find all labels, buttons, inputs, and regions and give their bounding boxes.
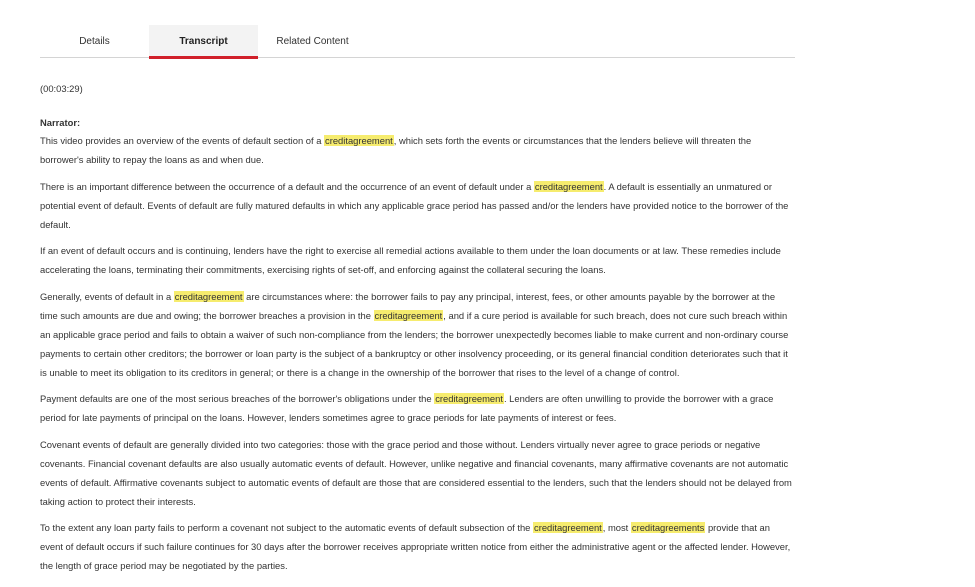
transcript-text: . A default is essentially an unmatured or potential event of default. Events of default are fully matured defaults in which any applicable grace period has passed and/or the lenders have provided notice to the borrower of the default. <box>40 180 789 230</box>
transcript-text: , and if a cure period is available for such breach, does not cure such breach within an applicable grace period and fails to obtain a waiver of such non-compliance from the lenders; the borrower unexpectedly becomes liable to make current and non-ordinary course payments to certain other creditors; the borrower or loan party is the subject of a bankruptcy or other insolvency proceeding, or its general financial condition deteriorates such that it is unable to meet its obligation to its creditors in general; or there is a change in the ownership of the borrower that rises to the level of a change of control. <box>40 309 789 378</box>
transcript-text: If an event of default occurs and is continuing, lenders have the right to exercise all remedial actions available to them under the loan documents or at law. These remedies include accelerating the loans, terminating their commitments, exercising rights of set-off, and enforcing against the collateral securing the loans. <box>40 245 781 275</box>
search-highlight: creditagreement <box>325 135 393 146</box>
transcript-text: Payment defaults are one of the most serious breaches of the borrower's obligations under the <box>40 393 435 404</box>
search-highlight: creditagreements <box>631 522 705 533</box>
transcript-body <box>40 131 795 575</box>
transcript-text: Generally, events of default in a <box>40 290 174 302</box>
search-highlight: creditagreement <box>534 522 602 533</box>
tab-transcript[interactable]: Transcript <box>149 25 258 57</box>
transcript-paragraph <box>40 287 795 382</box>
transcript-text: To the extent any loan party fails to perform a covenant not subject to the automatic events of default subsection of the <box>40 522 534 533</box>
transcript-paragraph <box>40 389 795 427</box>
transcript-text: , most <box>602 522 631 533</box>
search-highlight: creditagreement <box>374 309 443 321</box>
tab-bar <box>40 25 795 58</box>
transcript-paragraph <box>40 177 795 234</box>
transcript-paragraph <box>40 241 795 279</box>
transcript-paragraph <box>40 131 795 169</box>
tab-related-content[interactable]: Related Content <box>276 35 349 47</box>
transcript-text: There is an important difference between the occurrence of a default and the occurrence of an event of default under a <box>40 180 534 192</box>
transcript-paragraph <box>40 435 795 511</box>
transcript-paragraph <box>40 518 795 575</box>
speaker-label: Narrator: <box>40 117 81 128</box>
search-highlight: creditagreement <box>534 180 603 192</box>
tab-details[interactable]: Details <box>79 35 110 47</box>
transcript-panel <box>40 78 795 575</box>
search-highlight: creditagreement <box>174 290 243 302</box>
transcript-text: This video provides an overview of the events of default section of a <box>40 135 325 146</box>
transcript-timestamp: (00:03:29) <box>40 83 83 94</box>
transcript-text: , which sets forth the events or circumstances that the lenders believe will threaten the borrower's ability to repay the loans as and when due. <box>40 135 752 165</box>
transcript-text: are circumstances where: the borrower fails to pay any principal, interest, fees, or other amounts payable by the borrower at the time such amounts are due and owing; the borrower breaches a provision in the <box>40 290 776 321</box>
search-highlight: creditagreement <box>435 393 503 404</box>
transcript-text: . Lenders are often unwilling to provide the borrower with a grace period for late payments of principal on the loans. However, lenders sometimes agree to grace periods for late payments of interest or fees. <box>40 393 774 423</box>
transcript-text: Covenant events of default are generally divided into two categories: those with the grace period and those without. Lenders virtually never agree to grace periods or negative covenants. Financial covenant defaults are also usually automatic events of default. However, unlike negative and financial covenants, many affirmative covenants are not automatic events of default. Affirmative covenants subject to automatic events of default are those that are considered essential to the lenders, such that the lenders should not be delayed from taking action to protect their interests. <box>40 438 792 507</box>
transcript-text: provide that an event of default occurs if such failure continues for 30 days after the borrower receives appropriate written notice from either the administrative agent or the affected lender. However, the length of grace period may be negotiated by the parties. <box>40 522 791 571</box>
